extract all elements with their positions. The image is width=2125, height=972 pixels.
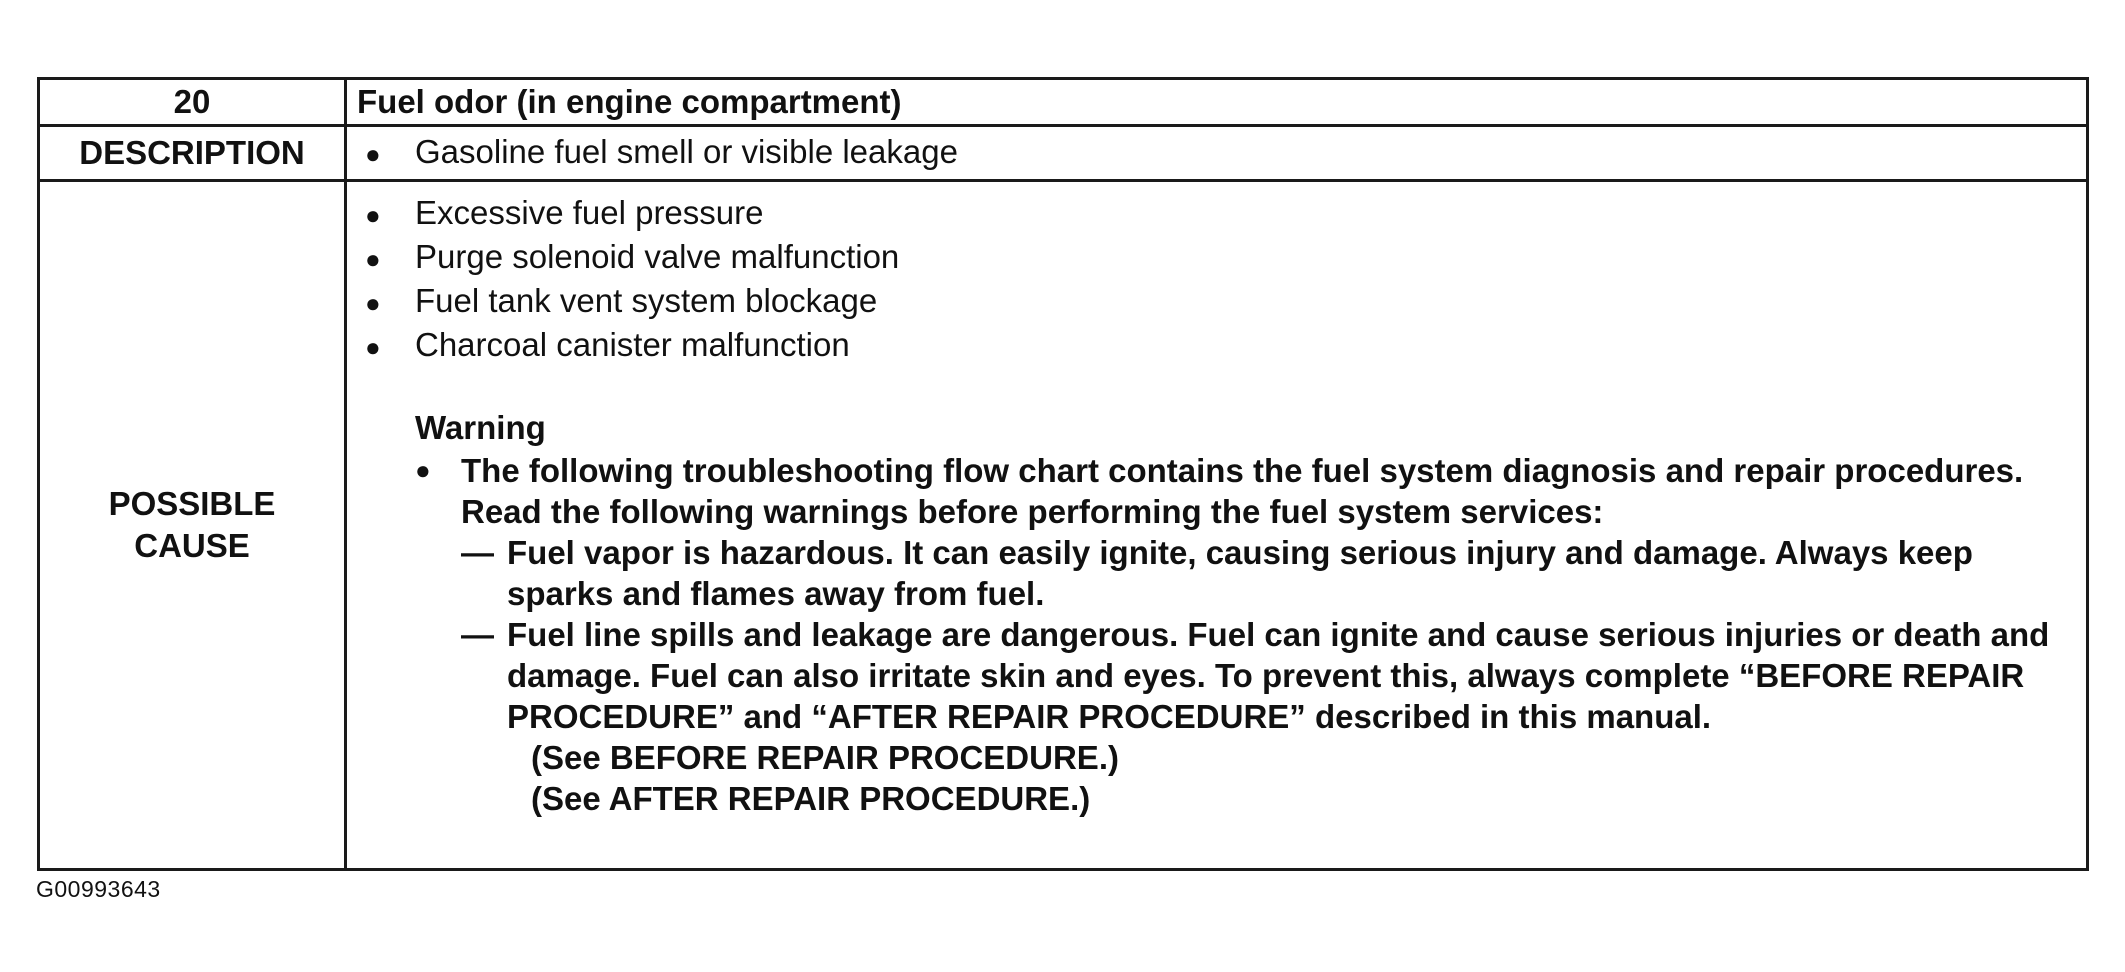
warning-main-text: The following troubleshooting flow chart contains the fuel system diagnosis and repair procedures. Read the following warnings before performing the fuel system services:	[461, 452, 2024, 530]
possible-cause-label-line: POSSIBLE	[108, 485, 276, 522]
bullet-icon: ●	[365, 332, 381, 362]
description-text: Gasoline fuel smell or visible leakage	[415, 133, 958, 170]
see-reference: (See AFTER REPAIR PROCEDURE.)	[531, 780, 1091, 817]
cause-text: Excessive fuel pressure	[415, 194, 764, 231]
possible-cause-cell	[346, 181, 2088, 870]
warning-subitem	[415, 614, 2086, 737]
cause-text: Charcoal canister malfunction	[415, 326, 850, 363]
em-dash-icon: —	[461, 534, 494, 571]
see-reference: (See BEFORE REPAIR PROCEDURE.)	[531, 739, 1119, 776]
warning-subitem	[415, 532, 2086, 614]
trouble-number: 20	[39, 79, 346, 126]
description-cell	[346, 126, 2088, 181]
em-dash-icon: —	[461, 616, 494, 653]
warning-title: Warning	[415, 409, 546, 446]
possible-cause-label	[39, 181, 346, 870]
description-item	[365, 131, 2086, 175]
warning-subitem-text: Fuel line spills and leakage are dangerous. Fuel can ignite and cause serious injuries or death and damage. Fuel can also irritate skin and eyes. To prevent this, always complete “BEFORE REPAIR PROCEDURE” and “AFTER REPAIR PROCEDURE” described in this manual.	[507, 616, 2050, 735]
cause-item	[365, 236, 2086, 280]
figure-id: G00993643	[36, 876, 161, 902]
table-header-row	[39, 79, 2088, 126]
warning-subitem-text: Fuel vapor is hazardous. It can easily ignite, causing serious injury and damage. Always keep sparks and flames away from fuel.	[507, 534, 1973, 612]
description-label: DESCRIPTION	[39, 126, 346, 181]
bullet-icon: ●	[365, 244, 381, 274]
cause-item	[365, 324, 2086, 368]
possible-cause-row	[39, 181, 2088, 870]
description-row	[39, 126, 2088, 181]
trouble-title: Fuel odor (in engine compartment)	[346, 79, 2088, 126]
warning-block	[365, 406, 2086, 819]
warning-main-item	[415, 450, 2086, 532]
bullet-icon: ●	[365, 139, 381, 169]
troubleshooting-table	[37, 77, 2089, 871]
bullet-icon: ●	[415, 455, 431, 485]
cause-text: Fuel tank vent system blockage	[415, 282, 878, 319]
possible-cause-label-line: CAUSE	[134, 527, 250, 564]
bullet-icon: ●	[365, 200, 381, 230]
cause-item	[365, 280, 2086, 324]
bullet-icon: ●	[365, 288, 381, 318]
cause-list	[365, 192, 2086, 368]
cause-text: Purge solenoid valve malfunction	[415, 238, 900, 275]
cause-item	[365, 192, 2086, 236]
